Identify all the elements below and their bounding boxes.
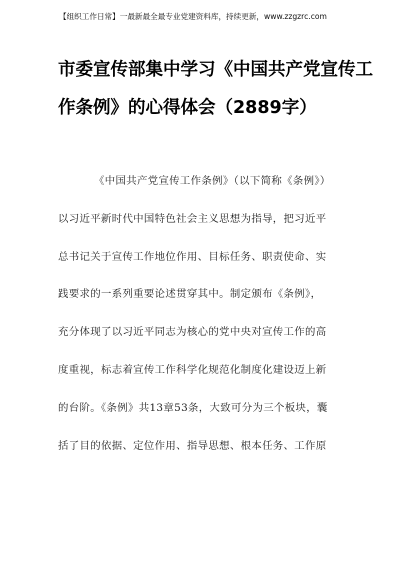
header-note: 【组织工作日常】一最新最全最专业党建资料库，持续更新，www.zzgzrc.com: [59, 12, 327, 21]
title-line: 作条例》的心得体会（2889字）: [58, 98, 317, 118]
body-line: 以习近平新时代中国特色社会主义思想为指导，把习近平: [58, 213, 327, 225]
body-line: 践要求的一系列重要论述贯穿其中。制定颁布《条例》，: [58, 288, 322, 300]
body-line: 充分体现了以习近平同志为核心的党中央对宣传工作的高: [58, 326, 327, 338]
title-line: 市委宣传部集中学习《中国共产党宣传工: [58, 60, 373, 80]
body-line: 括了目的依据、定位作用、指导思想、根本任务、工作原: [58, 440, 327, 452]
body-line: 《中国共产党宣传工作条例》（以下简称《条例》）: [94, 175, 331, 187]
body-line: 总书记关于宣传工作地位作用、目标任务、职责使命、实: [58, 251, 327, 263]
body-line: 度重视，标志着宣传工作科学化规范化制度化建设迈上新: [58, 364, 327, 376]
body-line: 的台阶。《条例》共13章53条，大致可分为三个板块，囊: [58, 402, 328, 414]
